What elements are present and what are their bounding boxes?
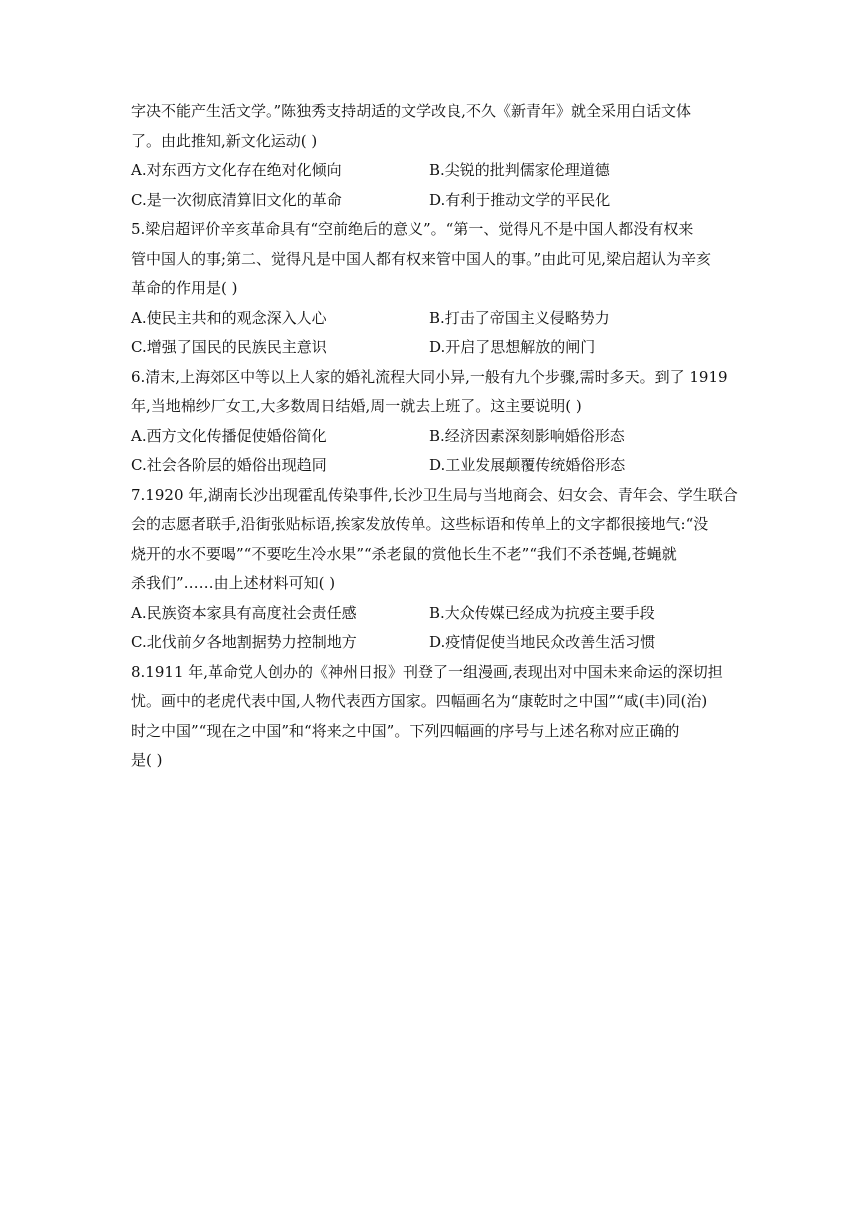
- question-6: [131, 363, 733, 481]
- option-b: B.打击了帝国主义侵略势力: [429, 308, 610, 327]
- option-row: [131, 599, 733, 629]
- option-c: C.增强了国民的民族民主意识: [131, 338, 327, 356]
- question-text-line: 了。由此推知,新文化运动( ): [131, 131, 318, 150]
- document-page: [131, 97, 738, 776]
- question-text-line: 革命的作用是( ): [131, 279, 238, 297]
- option-a: A.西方文化传播促使婚俗简化: [131, 426, 327, 445]
- option-c: C.是一次彻底清算旧文化的革命: [131, 190, 342, 209]
- option-row: [131, 156, 733, 186]
- question-text-line: 会的志愿者联手,沿街张贴标语,挨家发放传单。这些标语和传单上的文字都很接地气:“没: [131, 515, 709, 533]
- option-a: A.民族资本家具有高度社会责任感: [131, 603, 357, 622]
- option-d: D.工业发展颠覆传统婚俗形态: [429, 456, 626, 474]
- question-text-line: 烧开的水不要喝”“不要吃生冷水果”“杀老鼠的赏他长生不老”“我们不杀苍蝇,苍蝇就: [131, 544, 677, 563]
- question-5: [131, 215, 733, 363]
- question-text-line: 5.梁启超评价辛亥革命具有“空前绝后的意义”。“第一、觉得凡不是中国人都没有权来: [131, 220, 694, 238]
- option-row: [131, 304, 733, 334]
- question-text-line: 6.清末,上海郊区中等以上人家的婚礼流程大同小异,一般有九个步骤,需时多天。到了 1919: [131, 367, 728, 386]
- question-text-line: 字决不能产生活文学。”陈独秀支持胡适的文学改良,不久《新青年》就全采用白话文体: [131, 102, 691, 120]
- option-a: A.对东西方文化存在绝对化倾向: [131, 161, 342, 179]
- question-text-line: 管中国人的事;第二、觉得凡是中国人都有权来管中国人的事。”由此可见,梁启超认为辛亥: [131, 249, 711, 268]
- option-b: B.大众传媒已经成为抗疫主要手段: [429, 603, 655, 622]
- question-text-line: 8.1911 年,革命党人创办的《神州日报》刊登了一组漫画,表现出对中国未来命运的深切担: [131, 662, 723, 681]
- option-c: C.北伐前夕各地割据势力控制地方: [131, 633, 357, 651]
- option-a: A.使民主共和的观念深入人心: [131, 308, 327, 327]
- question-8: [131, 658, 733, 776]
- question-text-line: 杀我们”……由上述材料可知( ): [131, 574, 336, 592]
- option-d: D.开启了思想解放的闸门: [429, 338, 596, 356]
- option-row: [131, 333, 733, 363]
- option-d: D.疫情促使当地民众改善生活习惯: [429, 633, 656, 651]
- option-row: [131, 186, 733, 216]
- option-row: [131, 628, 733, 658]
- question-text-line: 时之中国”“现在之中国”和“将来之中国”。下列四幅画的序号与上述名称对应正确的: [131, 721, 680, 740]
- question-text-line: 忧。画中的老虎代表中国,人物代表西方国家。四幅画名为“康乾时之中国”“咸(丰)同(治): [131, 692, 708, 710]
- option-row: [131, 451, 733, 481]
- question-4: [131, 97, 733, 215]
- question-text-line: 年,当地棉纱厂女工,大多数周日结婚,周一就去上班了。这主要说明( ): [131, 397, 582, 415]
- question-text-line: 7.1920 年,湖南长沙出现霍乱传染事件,长沙卫生局与当地商会、妇女会、青年会、学生联合: [131, 485, 738, 504]
- question-text-line: 是( ): [131, 751, 163, 769]
- option-b: B.尖锐的批判儒家伦理道德: [429, 161, 610, 179]
- question-7: [131, 481, 738, 658]
- option-b: B.经济因素深刻影响婚俗形态: [429, 426, 625, 445]
- option-d: D.有利于推动文学的平民化: [429, 190, 611, 209]
- option-row: [131, 422, 733, 452]
- option-c: C.社会各阶层的婚俗出现趋同: [131, 456, 327, 474]
